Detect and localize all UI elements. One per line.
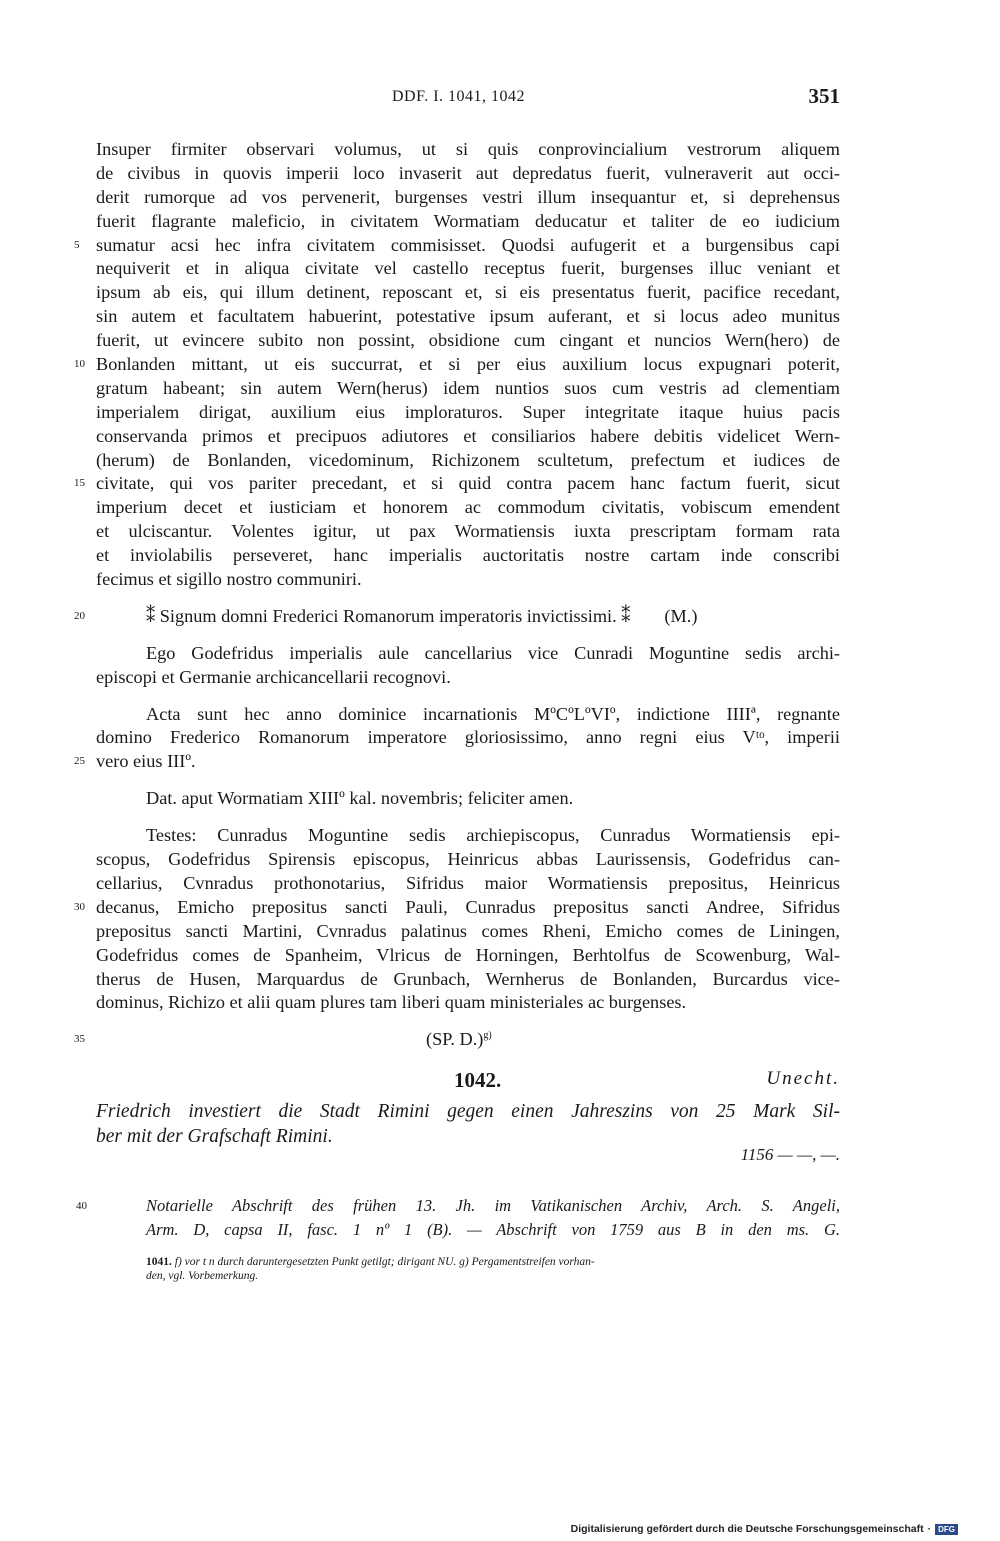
line-text: (herum) de Bonlanden, vicedominum, Richizonem scultetum, prefectum et iudices de [96, 449, 840, 470]
line-text: episcopi et Germanie archicancellarii recognovi. [96, 666, 451, 687]
line-text: sumatur acsi hec infra civitatem commisisset. Quodsi aufugerit et a burgensibus capi [96, 234, 840, 255]
line-number: 30 [74, 900, 85, 913]
footnote-ref: 1041. [146, 1256, 172, 1268]
text-line [74, 234, 840, 258]
text-line [96, 544, 840, 568]
line-text: therus de Husen, Marquardus de Grunbach, Wernherus de Bonlanden, Burcardus vice- [96, 968, 840, 989]
document-number: 1042. [454, 1068, 502, 1092]
text-line [96, 305, 840, 329]
witness-line [96, 872, 840, 896]
dfg-logo: DFG [935, 1524, 958, 1535]
line-text: prepositus sancti Martini, Cvnradus palatinus comes Rheni, Emicho comes de Liningen, [96, 920, 840, 941]
line-text: Bonlanden mittant, ut eis succurrat, et si per eius auxilium locus expugnari poterit, [96, 354, 840, 375]
text-line [96, 281, 840, 305]
text-line [96, 329, 840, 353]
text-line [96, 138, 840, 162]
seal-line [74, 1028, 840, 1052]
page-header [96, 84, 840, 114]
running-head: DDF. I. 1041, 1042 [392, 88, 526, 105]
seal-text: (SP. D.) [426, 1029, 484, 1050]
line-text: ipsum ab eis, qui illum detinent, reposcant et, si eis presentatus fuerit, pacifice recedant, [96, 282, 840, 303]
line-number: 20 [74, 609, 85, 622]
footnotes [146, 1255, 840, 1283]
witness-line [96, 848, 840, 872]
line-text: Ego Godefridus imperialis aule cancellarius vice Cunradi Moguntine sedis archi- [146, 642, 840, 663]
line-number: 10 [74, 358, 85, 371]
line-number: 5 [74, 238, 80, 251]
line-text: vero eius IIIº. [96, 751, 196, 772]
main-text-block [74, 138, 840, 1052]
text-line [74, 472, 840, 496]
line-text: nequiverit et in aliqua civitate vel castello receptus fuerit, burgenses illuc veniant et [96, 258, 840, 279]
text-line [96, 449, 840, 473]
signum-text: ⁑ Signum domni Frederici Romanorum imperatoris invictissimi. ⁑ [146, 605, 631, 626]
text-line [96, 210, 840, 234]
line-text: Insuper firmiter observari volumus, ut si quis conprovincialium vestrorum aliquem [96, 139, 840, 159]
line-text: Godefridus comes de Spanheim, Vlricus de Horningen, Berhtolfus de Scowenburg, Wal- [96, 944, 840, 965]
line-text: Dat. aput Wormatiam XIIIº kal. novembris; feliciter amen. [146, 788, 574, 809]
line-text: imperium decet et iusticiam et honorem ac commodum civitatis, vobiscum emendent [96, 497, 840, 518]
authenticity-label: Unecht. [766, 1068, 840, 1089]
witness-line [96, 991, 840, 1015]
text-line [96, 568, 840, 592]
acta-line [74, 750, 840, 774]
text-line [96, 520, 840, 544]
line-text: fuerit flagrante maleficio, in civitatem Wormatiam deducatur et taliter de eo iudicium [96, 210, 840, 231]
line-text: scopus, Godefridus Spirensis episcopus, Heinricus abbas Laurissensis, Godefridus can- [96, 849, 840, 870]
line-number: 25 [74, 755, 85, 768]
line-text: derit rumorque ad vos pervenerit, burgenses vestri illum insequantur et, si deprehensus [96, 186, 840, 207]
line-text: et ulciscantur. Volentes igitur, ut pax Wormatiensis iuxta prescriptam formam rata [96, 521, 840, 542]
funding-credit: Digitalisierung gefördert durch die Deutsche Forschungsgemeinschaft [570, 1523, 924, 1535]
line-text: gratum habeant; sin autem Wern(herus) idem nuntios suos cum vestris ad clementiam [96, 377, 840, 398]
line-text: sin autem et facultatem habuerint, potestative ipsum auferant, et si locus adeo munitus [96, 306, 840, 327]
footnote-marker: g) [483, 1030, 492, 1042]
witness-line [74, 896, 840, 920]
line-text: cellarius, Cvnradus prothonotarius, Sifridus maior Wormatiensis prepositus, Heinricus [96, 872, 840, 893]
line-number: 40 [76, 1200, 87, 1212]
monogram-mark: (M.) [664, 605, 698, 626]
acta-line [96, 703, 840, 727]
line-text: Testes: Cunradus Moguntine sedis archiepiscopus, Cunradus Wormatiensis epi- [146, 825, 840, 846]
text-line [96, 496, 840, 520]
line-text: civitate, qui vos pariter precedant, et si quid contra pacem hanc factum fuerit, sicut [96, 473, 840, 494]
text-line [96, 186, 840, 210]
line-text: conservanda primos et precipuos adiutores et consiliarios habere debitis videlicet Wern- [96, 425, 840, 446]
line-text: de civibus in quovis imperii loco invaserit aut depredatus fuerit, vulneraverit aut occi- [96, 162, 840, 183]
witness-line [96, 824, 840, 848]
text-line [96, 377, 840, 401]
line-text: Acta sunt hec anno dominice incarnationis MºCºLºVIº, indictione IIIIª, regnante [146, 703, 840, 724]
line-text: domino Frederico Romanorum imperatore gloriosissimo, anno regni eius Vᵗᵒ, imperii [96, 727, 840, 748]
tradition-line: Notarielle Abschrift des frühen 13. Jh. im Vatikanischen Archiv, Arch. S. Angeli, [146, 1196, 840, 1215]
line-number: 35 [74, 1033, 85, 1046]
recognition-line [96, 666, 840, 690]
footnote-line: den, vgl. Vorbemerkung. [146, 1270, 259, 1282]
text-line [96, 401, 840, 425]
text-line [96, 257, 840, 281]
witness-line [96, 920, 840, 944]
tradition-line: Arm. D, capsa II, fasc. 1 nº 1 (B). — Abschrift von 1759 aus B in den ms. G. [146, 1220, 840, 1239]
line-text: fecimus et sigillo nostro communiri. [96, 569, 362, 590]
page-number: 351 [808, 84, 840, 108]
regest-line: Friedrich investiert die Stadt Rimini gegen einen Jahreszins von 25 Mark Sil- [96, 1101, 840, 1122]
document-date: 1156 — —, —. [740, 1145, 840, 1164]
witness-line [96, 944, 840, 968]
footer-credit: Digitalisierung gefördert durch die Deutsche Forschungsgemeinschaft · DFG [571, 1523, 958, 1535]
datum-line [96, 787, 840, 811]
regest [96, 1099, 840, 1149]
tradition-note [76, 1194, 840, 1242]
line-text: et inviolabilis perseveret, hanc imperialis auctoritatis nostre cartam inde conscribi [96, 545, 840, 566]
line-text: fuerit, ut evincere subito non possint, obsidione cum cingant et nuncios Wern(hero) de [96, 330, 840, 351]
regest-line: ber mit der Grafschaft Rimini. [96, 1126, 333, 1147]
recognition-line [96, 642, 840, 666]
line-text: imperialem dirigat, auxilium eius imploraturos. Super integritate itaque huius pacis [96, 401, 840, 422]
line-text: decanus, Emicho prepositus sancti Pauli, Cunradus prepositus sancti Andree, Sifridus [96, 896, 840, 917]
text-line [74, 353, 840, 377]
text-line [96, 162, 840, 186]
witness-line [96, 968, 840, 992]
acta-line [96, 726, 840, 750]
footnote-line: f) vor t n durch daruntergesetzten Punkt getilgt; dirigant NU. g) Pergamentstreifen vorhan- [174, 1256, 595, 1268]
signum-line [74, 605, 840, 629]
text-line [96, 425, 840, 449]
line-text: dominus, Richizo et alii quam plures tam liberi quam ministeriales ac burgenses. [96, 992, 687, 1013]
line-number: 15 [74, 477, 85, 490]
